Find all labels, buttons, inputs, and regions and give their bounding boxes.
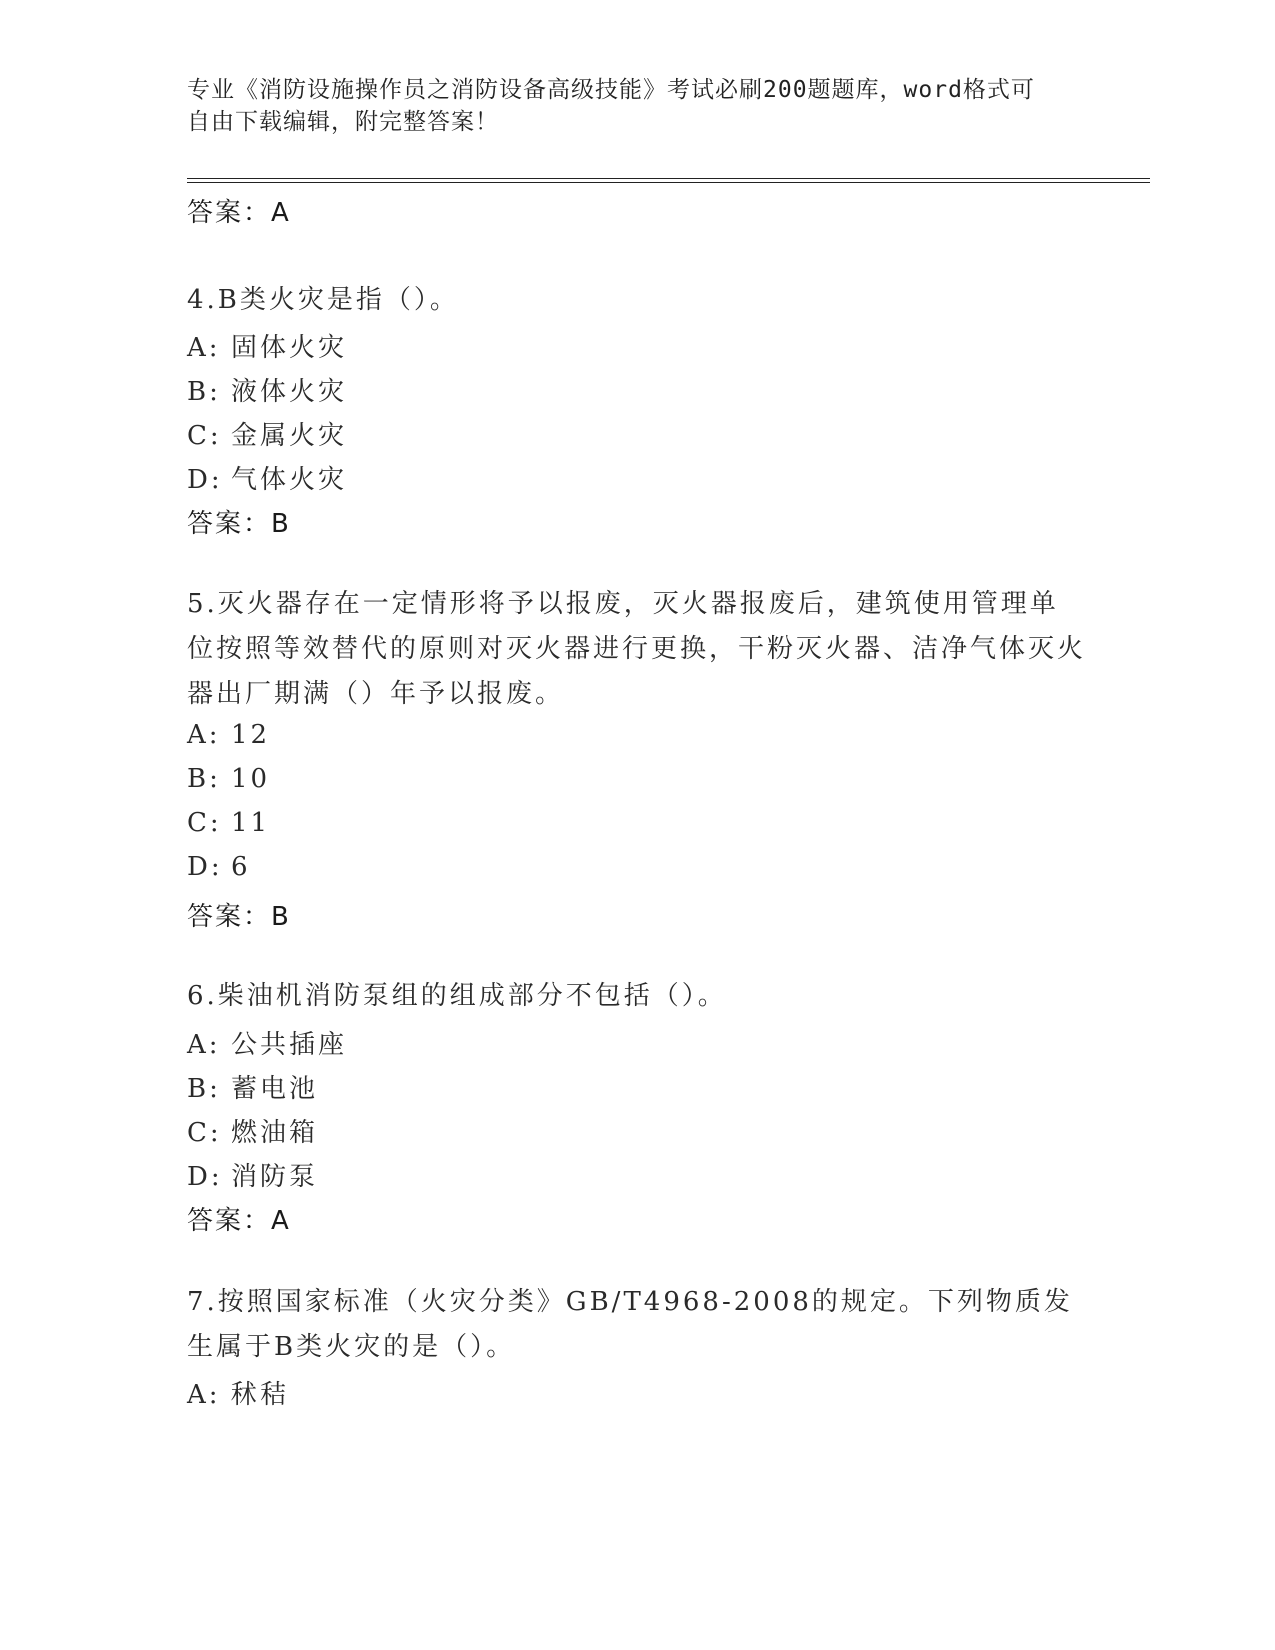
option-text: 11 <box>231 808 271 838</box>
question-5-option-c <box>187 808 270 838</box>
question-4-option-a <box>187 327 347 364</box>
question-6-option-a <box>187 1024 347 1061</box>
option-text: 12 <box>231 720 271 750</box>
option-key: D: <box>187 465 223 495</box>
option-text: 6 <box>231 852 251 882</box>
question-4-option-d <box>187 459 347 496</box>
option-text: 消防泵 <box>231 1162 319 1192</box>
option-text: 燃油箱 <box>231 1118 319 1148</box>
option-text: 液体火灾 <box>231 377 348 407</box>
header-line-2: 自由下载编辑，附完整答案！ <box>187 109 499 135</box>
option-key: C: <box>187 421 222 451</box>
question-5-stem: 5.灭火器存在一定情形将予以报废，灭火器报废后，建筑使用管理单位按照等效替代的原则对灭火器进行更换，干粉灭火器、洁净气体灭火器出厂期满（）年予以报废。 <box>187 589 1087 709</box>
document-header <box>187 74 1067 138</box>
question-7-stem: 7.按照国家标准（火灾分类》GB/T4968-2008的规定。下列物质发生属于B类火灾的是（）。 <box>187 1287 1073 1362</box>
header-divider-top <box>187 178 1150 179</box>
question-7-option-a <box>187 1374 289 1411</box>
question-4-option-c <box>187 415 347 452</box>
answer-q4: 答案：B <box>187 509 291 539</box>
option-text: 秫秸 <box>231 1380 290 1410</box>
answer-q5: 答案：B <box>187 902 291 932</box>
question-6-option-b <box>187 1068 318 1105</box>
option-text: 金属火灾 <box>231 421 348 451</box>
option-key: D: <box>187 1162 223 1192</box>
question-5-option-b <box>187 764 270 794</box>
option-text: 公共插座 <box>231 1030 348 1060</box>
header-divider-bottom <box>187 182 1150 183</box>
option-text: 固体火灾 <box>231 333 348 363</box>
answer-q3: 答案：A <box>187 198 291 228</box>
option-key: C: <box>187 808 222 838</box>
answer-q6: 答案：A <box>187 1206 291 1236</box>
option-key: B: <box>187 377 221 407</box>
option-key: D: <box>187 852 223 882</box>
question-5-option-a <box>187 720 270 750</box>
question-6-option-c <box>187 1112 318 1149</box>
question-4-option-b <box>187 371 347 408</box>
question-4-stem: 4.B类火灾是指（）。 <box>187 285 459 315</box>
option-text: 气体火灾 <box>231 465 348 495</box>
question-5-option-d <box>187 852 251 882</box>
question-6-option-d <box>187 1156 318 1193</box>
option-text: 10 <box>231 764 271 794</box>
option-key: C: <box>187 1118 222 1148</box>
option-key: A: <box>187 720 221 750</box>
question-6-stem: 6.柴油机消防泵组的组成部分不包括（）。 <box>187 981 727 1011</box>
header-line-1: 专业《消防设施操作员之消防设备高级技能》考试必刷200题题库，word格式可 <box>187 77 1035 103</box>
option-key: B: <box>187 764 221 794</box>
option-key: A: <box>187 1380 221 1410</box>
option-key: B: <box>187 1074 221 1104</box>
option-key: A: <box>187 1030 221 1060</box>
option-text: 蓄电池 <box>231 1074 319 1104</box>
option-key: A: <box>187 333 221 363</box>
